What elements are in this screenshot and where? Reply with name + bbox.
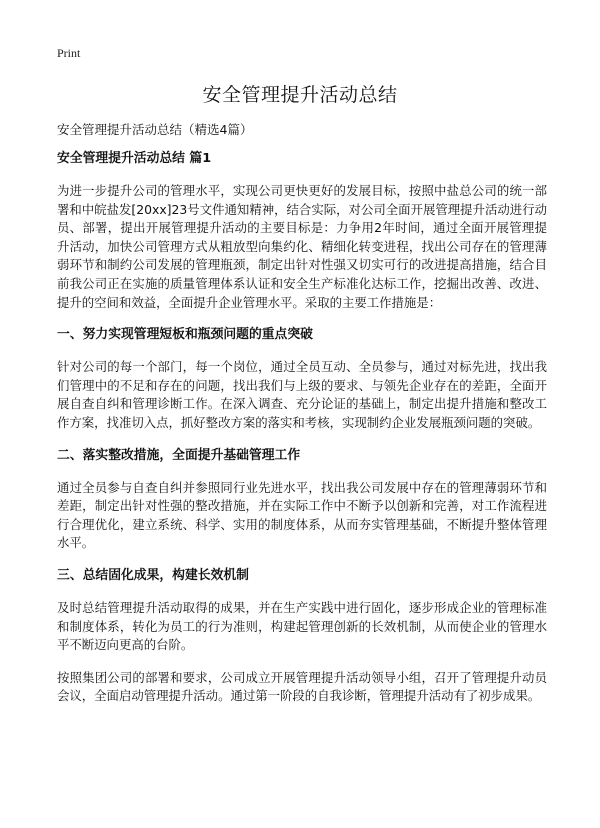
section-body-3: 及时总结管理提升活动取得的成果，并在生产实践中进行固化，逐步形成企业的管理标准和制度体系，转化为员工的行为准则，构建起管理创新的长效机制，从而使企业的管理水平不断迈向更高的台阶。 [57, 599, 547, 653]
page-title: 安全管理提升活动总结 [202, 84, 398, 106]
print-link[interactable]: Print [57, 46, 81, 60]
section-heading-2: 二、落实整改措施，全面提升基础管理工作 [57, 447, 301, 463]
document-subtitle: 安全管理提升活动总结（精选4篇） [57, 122, 253, 137]
part-heading: 安全管理提升活动总结 篇1 [57, 151, 212, 166]
section-body-2: 通过全员参与自查自纠并参照同行业先进水平，找出我公司发展中存在的管理薄弱环节和差距，制定出针对性强的整改措施，并在实际工作中不断予以创新和完善，对工作流程进行合理优化，建立系统、科学、实用的制度体系，从而夯实管理基础，不断提升整体管理水平。 [57, 479, 547, 551]
section-heading-1: 一、努力实现管理短板和瓶颈问题的重点突破 [57, 327, 313, 343]
intro-paragraph: 为进一步提升公司的管理水平，实现公司更快更好的发展目标，按照中盐总公司的统一部署和中皖盐发[20xx]23号文件通知精神，结合实际，对公司全面开展管理提升活动进行动员、部署，提出开展管理提升活动的主要目标是：力争用2年时间，通过全面开展管理提升活动，加快公司管理方式从粗放型向集约化、精细化转变进程，找出公司存在的管理薄弱环节和制约公司发展的管理瓶颈，制定出针对性强又切实可行的改进提高措施，结合目前我公司正在实施的质量管理体系认证和安全生产标准化达标工作，挖掘出改善、改进、提升的空间和效益，全面提升企业管理水平。采取的主要工作措施是： [57, 183, 547, 310]
section-body-1: 针对公司的每一个部门，每一个岗位，通过全员互动、全员参与，通过对标先进，找出我们管理中的不足和存在的问题，找出我们与上级的要求、与领先企业存在的差距，全面开展自查自纠和管理诊断工作。在深入调查、充分论证的基础上，制定出提升措施和整改工作方案，找准切入点，抓好整改方案的落实和考核，实现制约企业发展瓶颈问题的突破。 [57, 359, 547, 430]
closing-paragraph: 按照集团公司的部署和要求，公司成立开展管理提升活动领导小组，召开了管理提升动员会议，全面启动管理提升活动。通过第一阶段的自我诊断，管理提升活动有了初步成果。 [57, 669, 547, 704]
document-body [57, 150, 547, 720]
section-heading-3: 三、总结固化成果，构建长效机制 [57, 567, 249, 583]
